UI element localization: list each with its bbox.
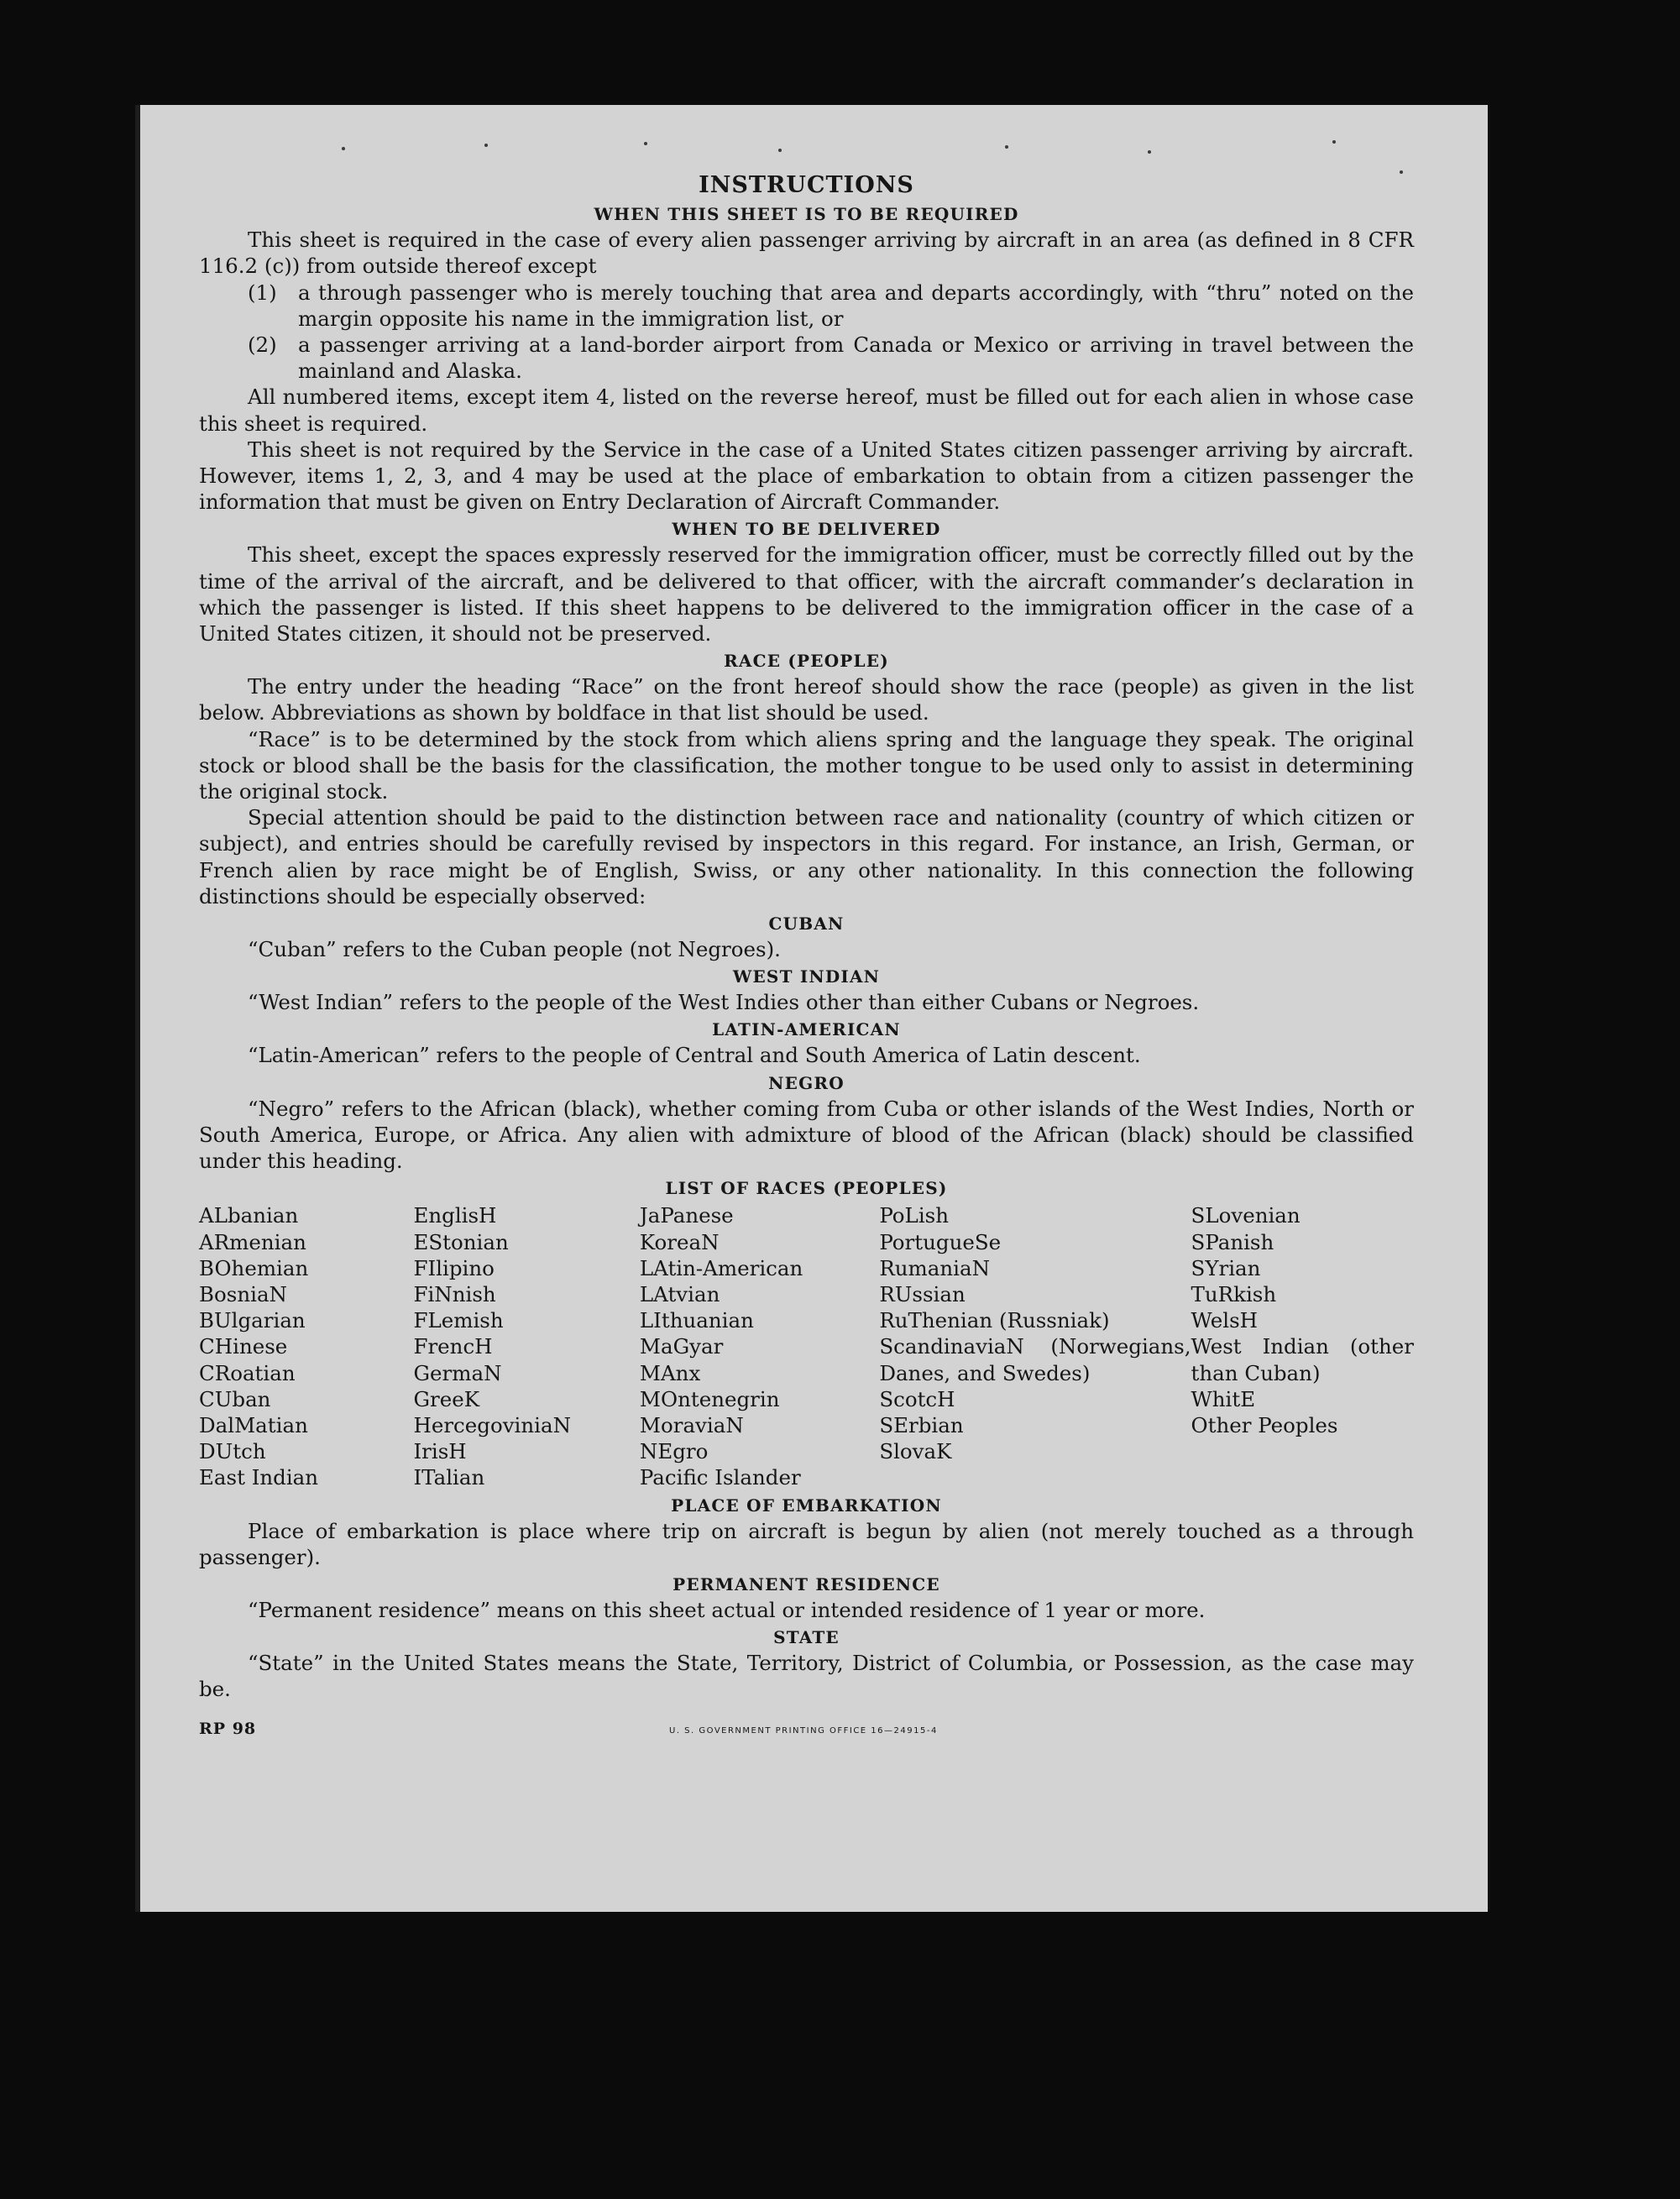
race-entry: MAnx (639, 1360, 701, 1385)
race-entry: SLovenian (1191, 1203, 1301, 1228)
race-entry: LIthuanian (639, 1308, 754, 1333)
race-entry: FLemish (413, 1308, 504, 1333)
speck-mark (1005, 145, 1008, 149)
race-entry: ARmenian (199, 1229, 306, 1254)
speck-mark (1400, 170, 1403, 174)
race-entry: MOntenegrin (639, 1386, 780, 1411)
paragraph-negro: “Negro” refers to the African (black), whether coming from Cuba or other islands of the West Indies, North or South America, Europe, or Africa. Any alien with admixture of blood of the African (black) should be classified under this heading. (199, 1096, 1414, 1174)
form-code: RP 98 (199, 1719, 257, 1738)
race-entry: DUtch (199, 1439, 266, 1464)
heading-when-delivered: WHEN TO BE DELIVERED (672, 519, 941, 540)
race-entry: GermaN (413, 1360, 502, 1385)
race-entry: CHinese (199, 1334, 288, 1359)
paragraph-latin-american: “Latin-American” refers to the people of Central and South America of Latin descent. (248, 1043, 1141, 1068)
race-column-2 (413, 1202, 639, 1490)
paragraph-race-nationality: Special attention should be paid to the distinction between race and nationality (country of which citizen or subject), and entries should be carefully revised by inspectors in this regard. For instance, an Irish, German, or French alien by race might be of English, Swiss, or any other nationality. In this connection the following distinctions should be especially observed: (199, 805, 1414, 908)
paragraph-numbered-items: All numbered items, except item 4, listed on the reverse hereof, must be filled out for each alien in whose case this sheet is required. (199, 385, 1414, 436)
race-entry: EnglisH (413, 1203, 497, 1228)
heading-list-of-races: LIST OF RACES (PEOPLES) (665, 1178, 948, 1199)
race-entry: PoLish (879, 1203, 950, 1228)
race-entry: SYrian (1191, 1255, 1261, 1280)
race-entry: PortugueSe (879, 1229, 1002, 1254)
race-entry: WhitE (1191, 1386, 1256, 1411)
list-item-exception-1 (199, 280, 1414, 332)
race-entry: BosniaN (199, 1281, 287, 1306)
race-entry: FiNnish (413, 1281, 496, 1306)
race-entry: TuRkish (1191, 1281, 1277, 1306)
speck-mark (1148, 150, 1151, 154)
race-entry: CRoatian (199, 1360, 296, 1385)
race-entry: Other Peoples (1191, 1412, 1338, 1437)
race-entry: FrencH (413, 1334, 493, 1359)
paragraph-cuban: “Cuban” refers to the Cuban people (not Negroes). (248, 937, 781, 962)
item-text: a passenger arriving at a land-border airport from Canada or Mexico or arriving in travel between the mainland and Alaska. (298, 332, 1414, 384)
race-entry: SPanish (1191, 1229, 1274, 1254)
item-number: (1) (248, 280, 277, 305)
race-entry: East Indian (199, 1465, 319, 1490)
paragraph-embarkation: Place of embarkation is place where trip on aircraft is begun by alien (not merely touched as a through passenger). (199, 1518, 1414, 1569)
race-entry: EStonian (413, 1229, 509, 1254)
race-column-4 (879, 1202, 1191, 1490)
race-entry: RumaniaN (879, 1255, 991, 1280)
race-entry: BOhemian (199, 1255, 309, 1280)
race-entry: JaPanese (639, 1203, 734, 1228)
speck-mark (484, 144, 488, 147)
race-entry: CUban (199, 1386, 271, 1411)
race-entry: ALbanian (199, 1203, 299, 1228)
race-entry: Pacific Islander (639, 1465, 801, 1490)
paragraph-when-delivered: This sheet, except the spaces expressly reserved for the immigration officer, must be correctly filled out by the time of the arrival of the aircraft, and be delivered to that officer, with the aircraft commander’s declaration in which the passenger is listed. If this sheet happens to be delivered to the immigration officer in the case of a United States citizen, it should not be preserved. (199, 542, 1414, 647)
speck-mark (1332, 140, 1336, 144)
heading-when-required: WHEN THIS SHEET IS TO BE REQUIRED (594, 204, 1019, 225)
race-entry: MoraviaN (639, 1412, 744, 1437)
paragraph-permanent-residence: “Permanent residence” means on this sheet actual or intended residence of 1 year or more. (248, 1597, 1206, 1622)
race-entry: NEgro (639, 1439, 709, 1464)
heading-embarkation: PLACE OF EMBARKATION (671, 1495, 942, 1516)
heading-race: RACE (PEOPLE) (724, 651, 889, 672)
race-entry: GreeK (413, 1386, 480, 1411)
race-column-1 (199, 1202, 413, 1490)
footer (199, 1708, 1414, 1741)
heading-cuban: CUBAN (768, 914, 845, 935)
paragraph-west-indian: “West Indian” refers to the people of the West Indies other than either Cubans or Negroes. (248, 990, 1200, 1015)
race-entry: LAtvian (639, 1281, 720, 1306)
paragraph-when-required-intro: This sheet is required in the case of every alien passenger arriving by aircraft in an area (as defined in 8 CFR 116.2 (c)) from outside thereof except (199, 228, 1414, 279)
document-sheet (135, 105, 1488, 1912)
race-entry: RuThenian (Russniak) (879, 1308, 1110, 1333)
printer-imprint: U. S. GOVERNMENT PRINTING OFFICE 16—24915-4 (669, 1725, 938, 1736)
race-column-5 (1191, 1202, 1414, 1490)
paragraph-race-stock: “Race” is to be determined by the stock from which aliens spring and the language they speak. The original stock or blood shall be the basis for the classification, the mother tongue to be used only to assist in determining the original stock. (199, 726, 1414, 804)
race-entry: HercegoviniaN (413, 1412, 572, 1437)
heading-permanent-residence: PERMANENT RESIDENCE (673, 1573, 940, 1594)
speck-mark (644, 142, 647, 145)
item-text: a through passenger who is merely touching that area and departs accordingly, with “thru” noted on the margin opposite his name in the immigration list, or (298, 280, 1414, 331)
race-entry: KoreaN (639, 1229, 720, 1254)
race-entry: West Indian (other than Cuban) (1191, 1334, 1414, 1385)
race-entry: LAtin-American (639, 1255, 803, 1280)
race-column-3 (640, 1202, 879, 1490)
heading-latin-american: LATIN-AMERICAN (712, 1019, 901, 1040)
item-number: (2) (248, 332, 277, 358)
race-entry: ITalian (413, 1465, 485, 1490)
race-entry: MaGyar (639, 1334, 724, 1359)
race-entry: ScandinaviaN (Norwegians, Danes, and Swedes) (879, 1334, 1191, 1385)
document-title: INSTRUCTIONS (699, 172, 914, 198)
speck-mark (778, 149, 782, 152)
race-entry: RUssian (879, 1281, 966, 1306)
heading-west-indian: WEST INDIAN (732, 966, 881, 987)
race-entry: BUlgarian (199, 1308, 306, 1333)
race-entry: WelsH (1191, 1308, 1259, 1333)
race-entry: IrisH (413, 1439, 467, 1464)
list-item-exception-2 (199, 332, 1414, 384)
paragraph-race-entry: The entry under the heading “Race” on the front hereof should show the race (people) as given in the list below. Abbreviations as shown by boldface in that list should be used. (199, 674, 1414, 725)
heading-negro: NEGRO (768, 1072, 845, 1093)
race-entry: SErbian (879, 1412, 964, 1437)
race-entry: FIlipino (413, 1255, 495, 1280)
race-entry: SlovaK (879, 1439, 952, 1464)
heading-state: STATE (773, 1627, 840, 1648)
paragraph-state: “State” in the United States means the State, Territory, District of Columbia, or Possession, as the case may be. (199, 1651, 1414, 1702)
paragraph-citizen-passenger: This sheet is not required by the Service in the case of a United States citizen passenger arriving by aircraft. However, items 1, 2, 3, and 4 may be used at the place of embarkation to obtain from a citizen passenger the information that must be given on Entry Declaration of Aircraft Commander. (199, 437, 1414, 515)
race-list (199, 1202, 1414, 1490)
speck-mark (342, 147, 345, 150)
race-entry: ScotcH (879, 1386, 955, 1411)
race-entry: DalMatian (199, 1412, 308, 1437)
